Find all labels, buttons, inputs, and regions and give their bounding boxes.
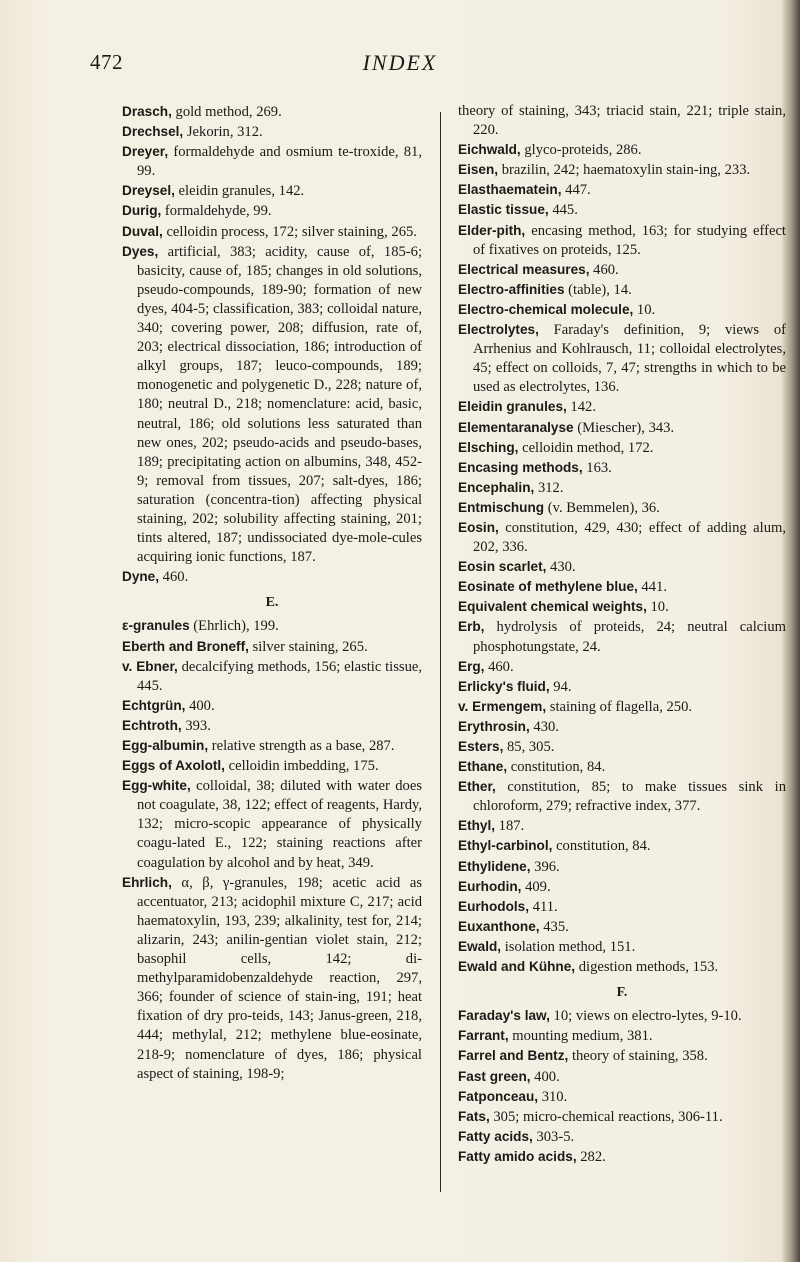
index-entry-references: 187. xyxy=(495,818,525,835)
index-entry-references: colloidal, 38; diluted with water does not coagulate, 38, 122; effect of reagents, Hardy, 132; micro-scopic appearance of physically coagu-lated E., 122; staining reactions after coagulation by alcohol and by heat, 349. xyxy=(137,778,422,871)
index-entry-references: isolation method, 151. xyxy=(501,938,636,955)
index-entry xyxy=(458,260,786,280)
index-entry-heading: Ewald, xyxy=(458,938,502,954)
index-entry-references: formaldehyde and osmium te-troxide, 81, 99. xyxy=(137,144,422,180)
index-entry xyxy=(458,221,786,260)
index-entry xyxy=(122,201,422,221)
index-column-right xyxy=(458,102,786,1167)
index-entry xyxy=(122,181,422,201)
index-entry-references: α, β, γ-granules, 198; acetic acid as accentuator, 213; acidophil mixture C, 217; acid haematoxylin, 193, 239; alkalinity, test for, 214; alizarin, 243; anilin-gentian violet stain, 212; basophil cells, 142; di-methylparamidobenzaldehyde reaction, 297, 366; founder of science of stain-ing, 191; heat fixation of dry pro-teids, 143; Janus-green, 218, 444; methylal, 212; methylene blue-eosinate, 218-9; nomenclature of dyes, 186; physical aspect of staining, 198-9; xyxy=(137,874,422,1082)
index-entry-references: staining of flagella, 250. xyxy=(546,698,693,715)
index-entry-heading: Elastic tissue, xyxy=(458,202,549,218)
index-entry-heading: Duval, xyxy=(122,223,163,239)
index-entry-heading: Ethylidene, xyxy=(458,858,531,874)
index-entry-heading: Fats, xyxy=(458,1108,490,1124)
index-entry xyxy=(122,657,422,696)
index-entry-heading: Electrolytes, xyxy=(458,322,539,338)
index-entry-references: digestion methods, 153. xyxy=(575,959,719,976)
index-entry-heading: Eosinate of methylene blue, xyxy=(458,579,638,595)
index-entry xyxy=(458,438,786,458)
index-entry-references: 396. xyxy=(530,858,560,875)
index-entry-references: 441. xyxy=(637,579,667,596)
index-entry xyxy=(458,697,786,717)
index-entry-heading: Ethane, xyxy=(458,759,508,775)
index-entry-heading: ε-granules xyxy=(122,618,190,634)
index-entry-heading: Elsching, xyxy=(458,439,519,455)
index-entry-heading: Encephalin, xyxy=(458,479,535,495)
index-entry-heading: Fast green, xyxy=(458,1068,531,1084)
index-entry-heading: Electro-chemical molecule, xyxy=(458,301,634,317)
index-entry-heading: Elasthaematein, xyxy=(458,182,562,198)
index-entry-references: 409. xyxy=(521,878,551,895)
index-entry xyxy=(458,1026,786,1046)
index-entry-references: glyco-proteids, 286. xyxy=(520,142,642,159)
index-entry-references: 94. xyxy=(549,678,572,695)
index-entry xyxy=(458,140,786,160)
index-entry-heading: Eisen, xyxy=(458,162,499,178)
index-entry-heading: Ethyl, xyxy=(458,818,496,834)
index-entry-heading: Electro-affinities xyxy=(458,281,565,297)
index-entry-references: 393. xyxy=(181,717,211,734)
index-entry xyxy=(458,498,786,518)
index-entry-heading: Eurhodin, xyxy=(458,878,522,894)
index-entry xyxy=(458,897,786,917)
index-entry xyxy=(458,917,786,937)
index-entry xyxy=(122,222,422,242)
index-entry xyxy=(122,242,422,568)
index-entry xyxy=(458,577,786,597)
index-entry xyxy=(458,1067,786,1087)
index-entry-heading: Erg, xyxy=(458,658,485,674)
index-entry xyxy=(458,418,786,438)
index-entry-heading: Elder-pith, xyxy=(458,222,526,238)
index-entry-heading: Elementaranalyse xyxy=(458,419,574,435)
index-entry xyxy=(458,957,786,977)
index-entry-heading: Fatty amido acids, xyxy=(458,1148,577,1164)
index-entry-heading: Encasing methods, xyxy=(458,459,583,475)
section-letter: F. xyxy=(616,985,628,1001)
index-entry xyxy=(458,737,786,757)
index-entry-heading: Fatponceau, xyxy=(458,1088,539,1104)
index-entry xyxy=(458,300,786,320)
index-entry-references: 430. xyxy=(529,718,559,735)
index-entry-references: 460. xyxy=(159,569,189,586)
index-entry xyxy=(458,836,786,856)
index-entry xyxy=(458,857,786,877)
index-entry-references: 445. xyxy=(548,202,578,219)
index-entry-references: 400. xyxy=(530,1068,560,1085)
index-entry xyxy=(122,873,422,1084)
page-number: 472 xyxy=(90,50,123,74)
index-entry-references: Jekorin, 312. xyxy=(183,124,263,141)
index-entry xyxy=(122,716,422,736)
index-entry-references: formaldehyde, 99. xyxy=(161,203,272,220)
index-entry-heading: Fatty acids, xyxy=(458,1128,533,1144)
index-entry-references: 10; views on electro-lytes, 9-10. xyxy=(549,1008,742,1025)
index-entry-references: (v. Bemmelen), 36. xyxy=(544,499,660,516)
index-entry-references: decalcifying methods, 156; elastic tissue, 445. xyxy=(137,658,423,694)
index-entry-heading: Drasch, xyxy=(122,104,172,119)
index-entry-references: eleidin granules, 142. xyxy=(174,183,305,200)
index-entry xyxy=(122,756,422,776)
index-entry-heading: Eurhodols, xyxy=(458,898,529,914)
index-entry-heading: Ehrlich, xyxy=(122,874,172,890)
index-entry-heading: Farrant, xyxy=(458,1028,509,1044)
index-entry xyxy=(458,1127,786,1147)
index-entry-references: artificial, 383; acidity, cause of, 185-6; basicity, cause of, 185; changes in old solutions, pseudo-compounds, 189-90; formation of new dyes, 404-5; classification, 383; colloidal nature, 340; covering power, 208; diffusion, rate of, 203; electrical dissociation, 186; introduction of alkyl groups, 187; leuco-compounds, 189; monogenetic and polygenetic D., 228; nature of, 180; neutral D., 218; nomenclature: acid, basic, neutral, 186; old solutions less saturated than new ones, 202; pseudo-acids and pseudo-bases, 189; precipitating action on albumins, 348, 452-9; removal from tissues, 207; salt-dyes, 186; saturation (concentra-tion) affecting physical staining, 202; solubility affecting staining, 201; tints altered, 187; undissociated dye-mole-cules acquiring ionic functions, 187. xyxy=(137,243,422,566)
index-entry-references: 282. xyxy=(576,1148,606,1165)
index-entry-references: silver staining, 265. xyxy=(248,638,368,655)
index-entry xyxy=(122,637,422,657)
index-entry-heading: Farrel and Bentz, xyxy=(458,1048,569,1064)
index-entry xyxy=(458,320,786,397)
index-entry-references: celloidin imbedding, 175. xyxy=(224,758,379,775)
index-entry-heading: v. Ermengem, xyxy=(458,698,547,714)
index-entry-heading: Eosin scarlet, xyxy=(458,559,547,575)
index-entry-references: 303-5. xyxy=(532,1128,575,1145)
index-entry-references: mounting medium, 381. xyxy=(508,1028,653,1045)
index-entry-heading: Eberth and Broneff, xyxy=(122,638,249,654)
page-header xyxy=(90,50,710,90)
index-entry-references: 430. xyxy=(546,559,576,576)
index-entry-references: 163. xyxy=(582,459,612,476)
index-entry-references: 400. xyxy=(185,697,215,714)
index-entry-references: (Miescher), 343. xyxy=(573,419,675,436)
index-entry xyxy=(458,557,786,577)
index-entry-references: 10. xyxy=(633,301,656,318)
index-entry-heading: Eichwald, xyxy=(458,142,521,158)
index-entry xyxy=(458,458,786,478)
index-entry-heading: Erythrosin, xyxy=(458,718,530,734)
running-title: INDEX xyxy=(362,50,438,75)
index-entry-heading: Dreyer, xyxy=(122,144,169,160)
index-entry xyxy=(458,597,786,617)
index-entry-heading: Egg-white, xyxy=(122,778,191,794)
index-entry xyxy=(458,1006,786,1026)
index-entry xyxy=(122,142,422,181)
index-entry-heading: v. Ebner, xyxy=(122,658,178,674)
index-entry-heading: Faraday's law, xyxy=(458,1008,550,1024)
column-divider xyxy=(440,112,441,1192)
index-entry xyxy=(122,102,422,122)
index-entry-heading: Ewald and Kühne, xyxy=(458,959,576,975)
index-entry-references: 85, 305. xyxy=(503,739,555,755)
index-entry-heading: Electrical measures, xyxy=(458,261,590,277)
index-entry xyxy=(458,180,786,200)
index-entry-heading: Dyne, xyxy=(122,569,160,585)
index-entry-references: encasing method, 163; for studying effect of fixatives on proteids, 125. xyxy=(473,222,786,258)
section-letter: E. xyxy=(265,595,279,611)
index-entry xyxy=(458,280,786,300)
index-entry xyxy=(458,200,786,220)
index-entry-references: celloidin process, 172; silver staining, 265. xyxy=(162,223,417,240)
index-entry-heading: Ether, xyxy=(458,779,496,795)
index-entry-references: 310. xyxy=(538,1088,568,1105)
index-entry xyxy=(458,937,786,957)
index-entry-heading: Dreysel, xyxy=(122,183,175,199)
index-entry-heading: Entmischung xyxy=(458,499,545,515)
index-entry-heading: Ethyl-carbinol, xyxy=(458,838,553,854)
index-entry-references: theory of staining, 343; triacid stain, 221; triple stain, 220. xyxy=(458,103,786,139)
index-entry-references: constitution, 85; to make tissues sink in chloroform, 279; refractive index, 377. xyxy=(473,779,786,815)
index-entry xyxy=(458,397,786,417)
index-entry xyxy=(458,478,786,498)
index-entry xyxy=(458,1046,786,1066)
index-entry-heading: Esters, xyxy=(458,739,504,754)
index-entry xyxy=(458,757,786,777)
index-entry-references: 460. xyxy=(589,261,619,278)
index-entry-references: constitution, 84. xyxy=(507,759,606,776)
index-entry-references: celloidin method, 172. xyxy=(518,439,654,456)
index-entry-heading: Drechsel, xyxy=(122,124,184,140)
index-entry xyxy=(458,102,786,140)
index-entry-references: Faraday's definition, 9; views of Arrhenius and Kohlrausch, 11; colloidal electrolytes, 45; effect on colloids, 7, 47; strengths in which to be used as electrolytes, 136. xyxy=(473,322,786,396)
index-entry-references: brazilin, 242; haematoxylin stain-ing, 233. xyxy=(498,162,751,179)
index-entry-heading: Erlicky's fluid, xyxy=(458,678,550,694)
index-entry xyxy=(458,518,786,557)
index-entry-references: relative strength as a base, 287. xyxy=(208,738,395,754)
index-entry-references: 460. xyxy=(484,658,514,675)
index-entry-references: 305; micro-chemical reactions, 306-11. xyxy=(489,1108,723,1125)
index-entry-heading: Egg-albumin, xyxy=(122,738,209,753)
index-entry-references: constitution, 429, 430; effect of adding alum, 202, 336. xyxy=(473,519,786,556)
index-entry-references: theory of staining, 358. xyxy=(568,1048,708,1065)
index-entry-references: 312. xyxy=(534,479,564,496)
index-entry-heading: Echtgrün, xyxy=(122,697,186,713)
index-entry xyxy=(122,616,422,636)
index-entry xyxy=(122,736,422,756)
index-entry-references: hydrolysis of proteids, 24; neutral calcium phosphotungstate, 24. xyxy=(473,619,786,655)
index-entry-references: (Ehrlich), 199. xyxy=(189,618,279,635)
index-entry xyxy=(458,816,786,836)
index-entry-heading: Equivalent chemical weights, xyxy=(458,599,647,615)
index-entry xyxy=(122,567,422,587)
index-column-left xyxy=(122,102,422,1084)
index-entry-heading: Durig, xyxy=(122,203,162,219)
index-entry xyxy=(458,1147,786,1167)
index-entry-heading: Dyes, xyxy=(122,243,159,259)
index-entry xyxy=(458,777,786,816)
index-entry-references: constitution, 84. xyxy=(552,838,651,855)
index-entry xyxy=(458,877,786,897)
index-entry-references: (table), 14. xyxy=(564,281,632,298)
index-entry xyxy=(458,1087,786,1107)
index-entry xyxy=(122,776,422,872)
index-entry xyxy=(458,617,786,656)
index-entry-references: 10. xyxy=(646,599,669,616)
index-entry-heading: Eleidin granules, xyxy=(458,399,567,415)
index-entry xyxy=(122,696,422,716)
index-entry xyxy=(458,657,786,677)
index-entry-heading: Eosin, xyxy=(458,519,499,535)
index-entry-heading: Euxanthone, xyxy=(458,918,540,934)
index-entry-references: 435. xyxy=(539,918,569,935)
index-entry-references: gold method, 269. xyxy=(171,104,282,120)
index-entry-heading: Echtroth, xyxy=(122,717,182,733)
index-entry xyxy=(458,1107,786,1127)
index-entry-heading: Eggs of Axolotl, xyxy=(122,758,225,774)
index-entry-heading: Erb, xyxy=(458,619,485,635)
index-entry-references: 142. xyxy=(566,399,596,416)
index-entry xyxy=(458,717,786,737)
index-entry-references: 411. xyxy=(529,898,558,915)
index-entry xyxy=(122,122,422,142)
index-entry-references: 447. xyxy=(561,182,591,199)
index-entry xyxy=(458,677,786,697)
index-entry xyxy=(458,160,786,180)
